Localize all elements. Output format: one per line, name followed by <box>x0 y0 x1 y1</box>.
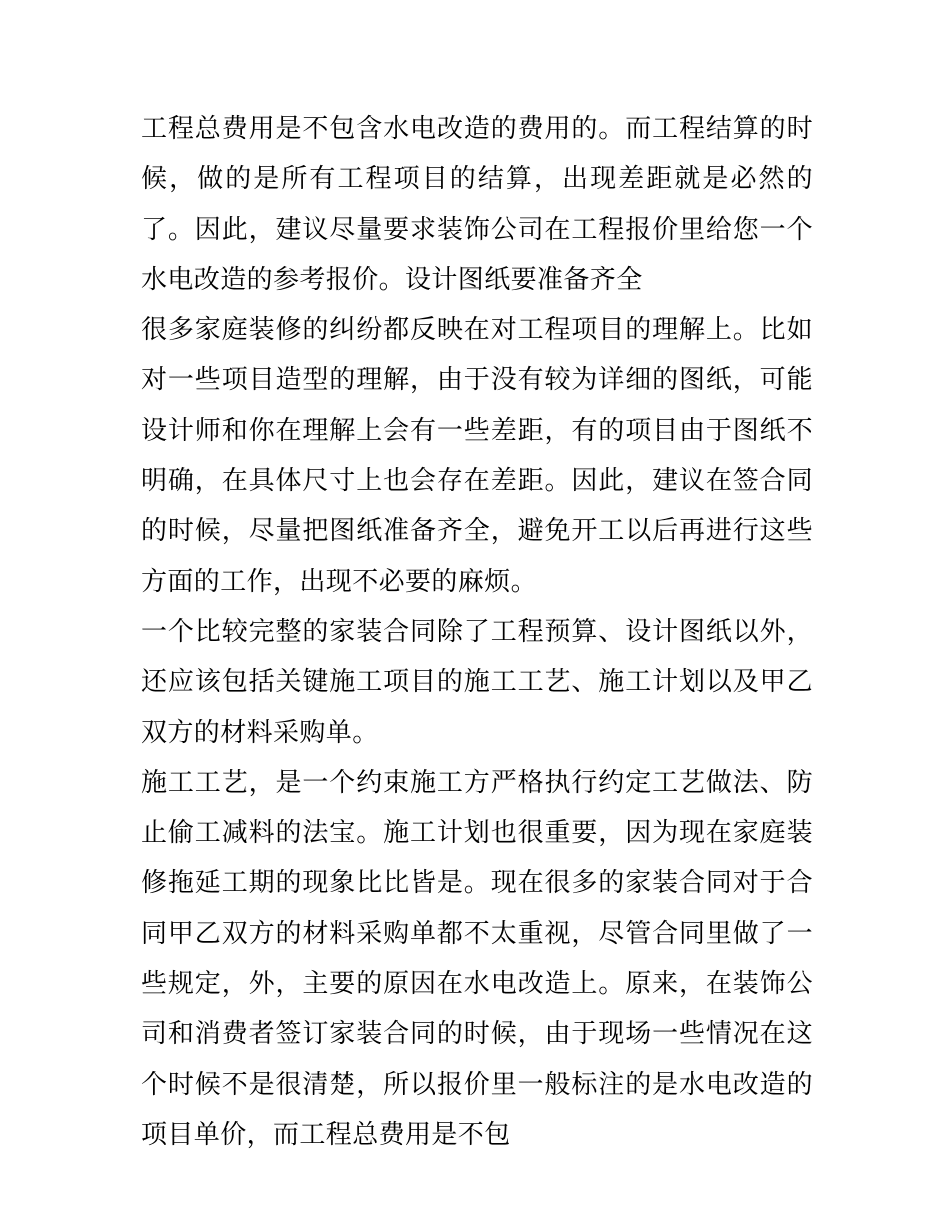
paragraph-1: 工程总费用是不包含水电改造的费用的。而工程结算的时候，做的是所有工程项目的结算，出现差距就是必然的了。因此，建议尽量要求装饰公司在工程报价里给您一个水电改造的参考报价。设计图纸要准备齐全 <box>141 114 813 295</box>
paragraph-2: 很多家庭装修的纠纷都反映在对工程项目的理解上。比如对一些项目造型的理解，由于没有较为详细的图纸，可能设计师和你在理解上会有一些差距，有的项目由于图纸不明确，在具体尺寸上也会存在差距。因此，建议在签合同的时候，尽量把图纸准备齐全，避免开工以后再进行这些方面的工作，出现不必要的麻烦。 <box>141 315 813 597</box>
document-body <box>141 104 813 1160</box>
paragraph-3: 一个比较完整的家装合同除了工程预算、设计图纸以外，还应该包括关键施工项目的施工工艺、施工计划以及甲乙双方的材料采购单。 <box>141 616 813 748</box>
paragraph-4: 施工工艺，是一个约束施工方严格执行约定工艺做法、防止偷工减料的法宝。施工计划也很重要，因为现在家庭装修拖延工期的现象比比皆是。现在很多的家装合同对于合同甲乙双方的材料采购单都不太重视，尽管合同里做了一些规定，外，主要的原因在水电改造上。原来，在装饰公司和消费者签订家装合同的时候，由于现场一些情况在这个时候不是很清楚，所以报价里一般标注的是水电改造的项目单价，而工程总费用是不包 <box>141 767 813 1150</box>
